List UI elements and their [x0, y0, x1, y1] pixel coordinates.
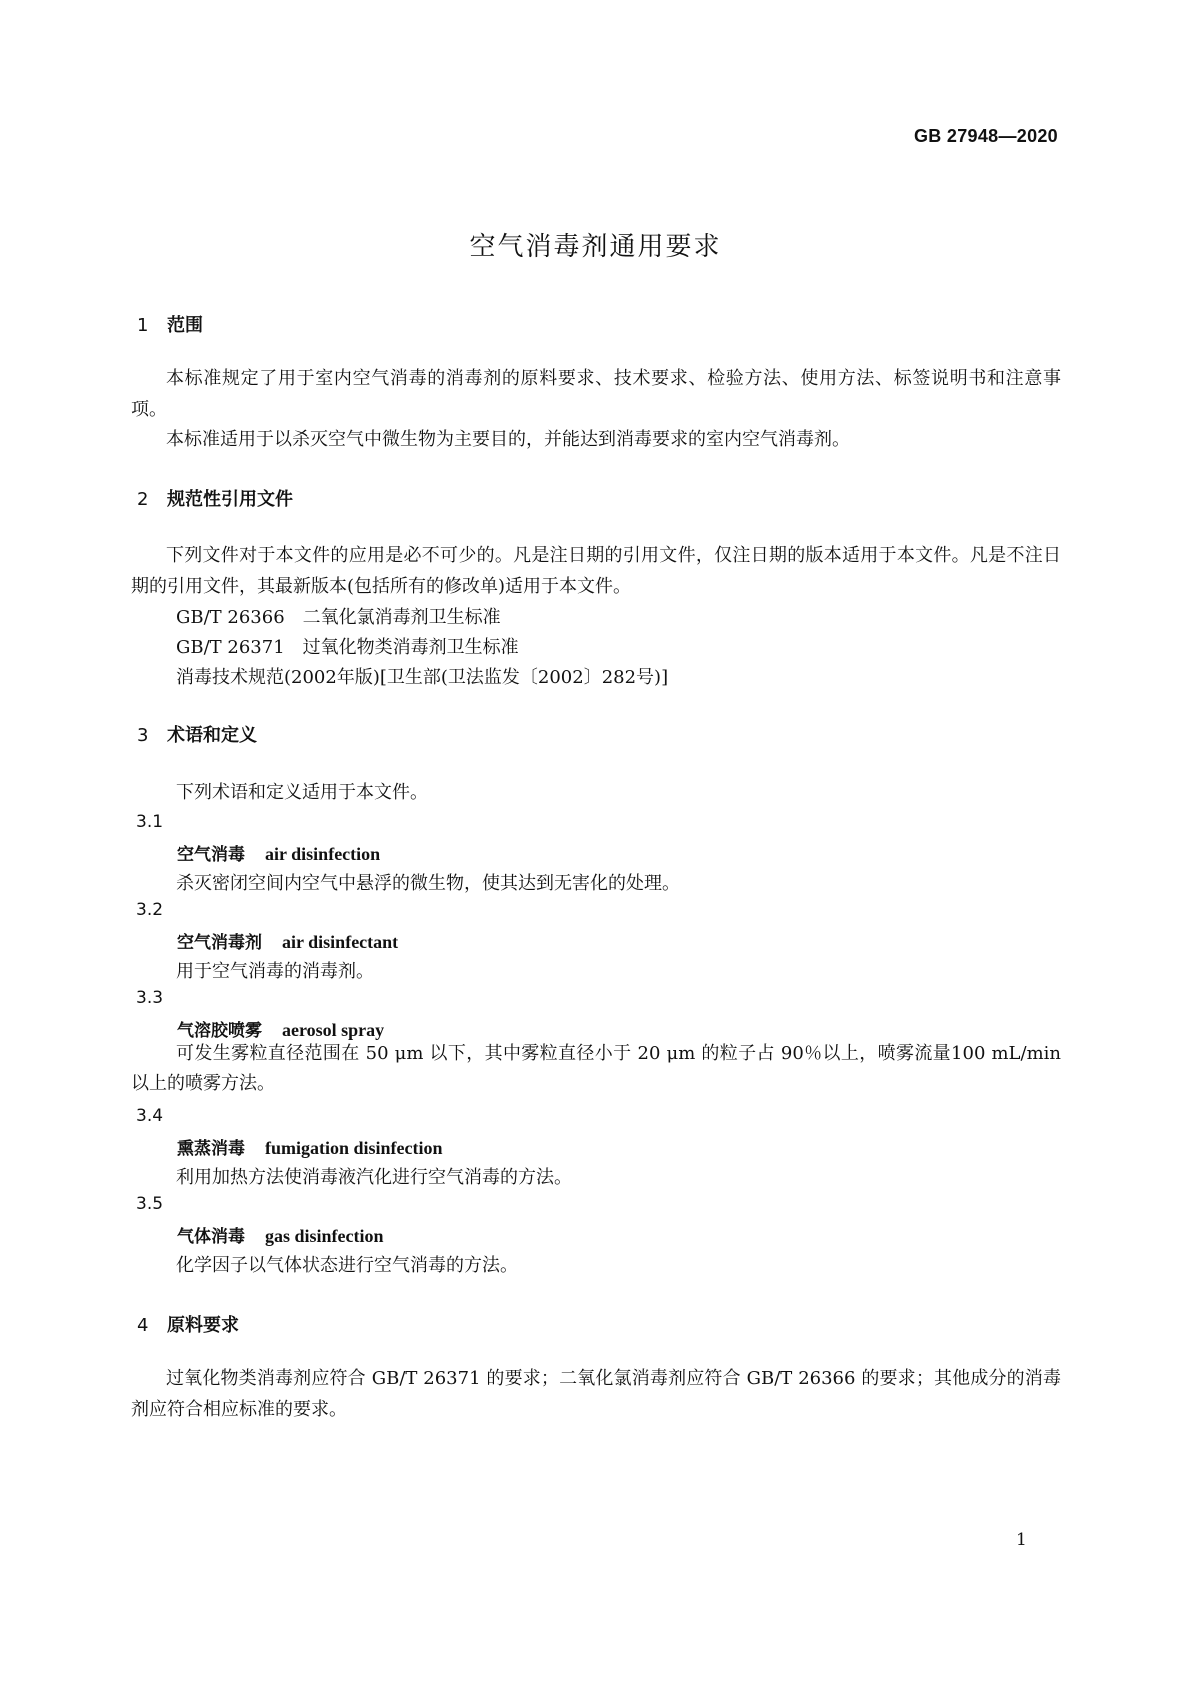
term-entry	[177, 1134, 443, 1159]
raw-material-paragraph: 过氧化物类消毒剂应符合 GB/T 26371 的要求；二氧化氯消毒剂应符合 GB/T 26366 的要求；其他成分的消毒剂应符合相应标准的要求。	[131, 1368, 1061, 1420]
section-2-heading	[137, 485, 293, 511]
section-number: 2	[137, 489, 149, 510]
term-definition: 杀灭密闭空间内空气中悬浮的微生物，使其达到无害化的处理。	[176, 873, 680, 894]
clause-number: 3.4	[136, 1106, 164, 1126]
term-entry	[177, 1016, 384, 1041]
term-definition: 可发生雾粒直径范围在 50 μm 以下，其中雾粒直径小于 20 μm 的粒子占 90％以上，喷雾流量100 mL/min 以上的喷雾方法。	[131, 1043, 1061, 1094]
term-definition: 用于空气消毒的消毒剂。	[176, 961, 374, 982]
term-chinese: 空气消毒	[177, 845, 245, 865]
term-english: aerosol spray	[282, 1020, 385, 1040]
clause-number: 3.1	[136, 812, 164, 832]
section-title: 规范性引用文件	[167, 489, 293, 510]
scope-paragraph-1: 本标准规定了用于室内空气消毒的消毒剂的原料要求、技术要求、检验方法、使用方法、标签说明书和注意事项。	[131, 368, 1061, 420]
term-chinese: 气体消毒	[177, 1227, 245, 1247]
section-1-heading	[137, 311, 203, 337]
clause-number: 3.3	[136, 988, 164, 1008]
terms-intro: 下列术语和定义适用于本文件。	[176, 782, 428, 803]
section-3-heading	[137, 721, 257, 747]
term-chinese: 熏蒸消毒	[177, 1139, 245, 1159]
term-entry	[177, 840, 380, 865]
reference-item: GB/T 26366 二氧化氯消毒剂卫生标准	[176, 607, 501, 628]
standard-code: GB 27948—2020	[914, 126, 1058, 146]
section-number: 4	[137, 1315, 149, 1336]
term-chinese: 气溶胶喷雾	[177, 1021, 262, 1041]
reference-item: GB/T 26371 过氧化物类消毒剂卫生标准	[176, 637, 519, 658]
term-english: air disinfection	[265, 844, 381, 864]
clause-number: 3.5	[136, 1194, 164, 1214]
normative-references-paragraph: 下列文件对于本文件的应用是必不可少的。凡是注日期的引用文件，仅注日期的版本适用于本文件。凡是不注日期的引用文件，其最新版本(包括所有的修改单)适用于本文件。	[131, 545, 1061, 597]
section-title: 范围	[167, 315, 203, 336]
term-english: air disinfectant	[282, 932, 399, 952]
section-title: 原料要求	[167, 1315, 239, 1336]
term-english: fumigation disinfection	[265, 1138, 443, 1158]
term-entry	[177, 928, 398, 953]
section-number: 3	[137, 725, 149, 746]
section-title: 术语和定义	[167, 725, 257, 746]
section-4-heading	[137, 1311, 239, 1337]
page-number: 1	[1016, 1530, 1027, 1550]
reference-item: 消毒技术规范(2002年版)[卫生部(卫法监发〔2002〕282号)]	[176, 667, 669, 688]
section-number: 1	[137, 315, 149, 336]
document-title: 空气消毒剂通用要求	[469, 232, 722, 262]
term-definition: 化学因子以气体状态进行空气消毒的方法。	[176, 1255, 518, 1276]
scope-paragraph-2: 本标准适用于以杀灭空气中微生物为主要目的，并能达到消毒要求的室内空气消毒剂。	[166, 429, 850, 450]
term-entry	[177, 1222, 384, 1247]
clause-number: 3.2	[136, 900, 164, 920]
term-english: gas disinfection	[265, 1226, 384, 1246]
term-definition: 利用加热方法使消毒液汽化进行空气消毒的方法。	[176, 1167, 572, 1188]
term-chinese: 空气消毒剂	[177, 933, 262, 953]
